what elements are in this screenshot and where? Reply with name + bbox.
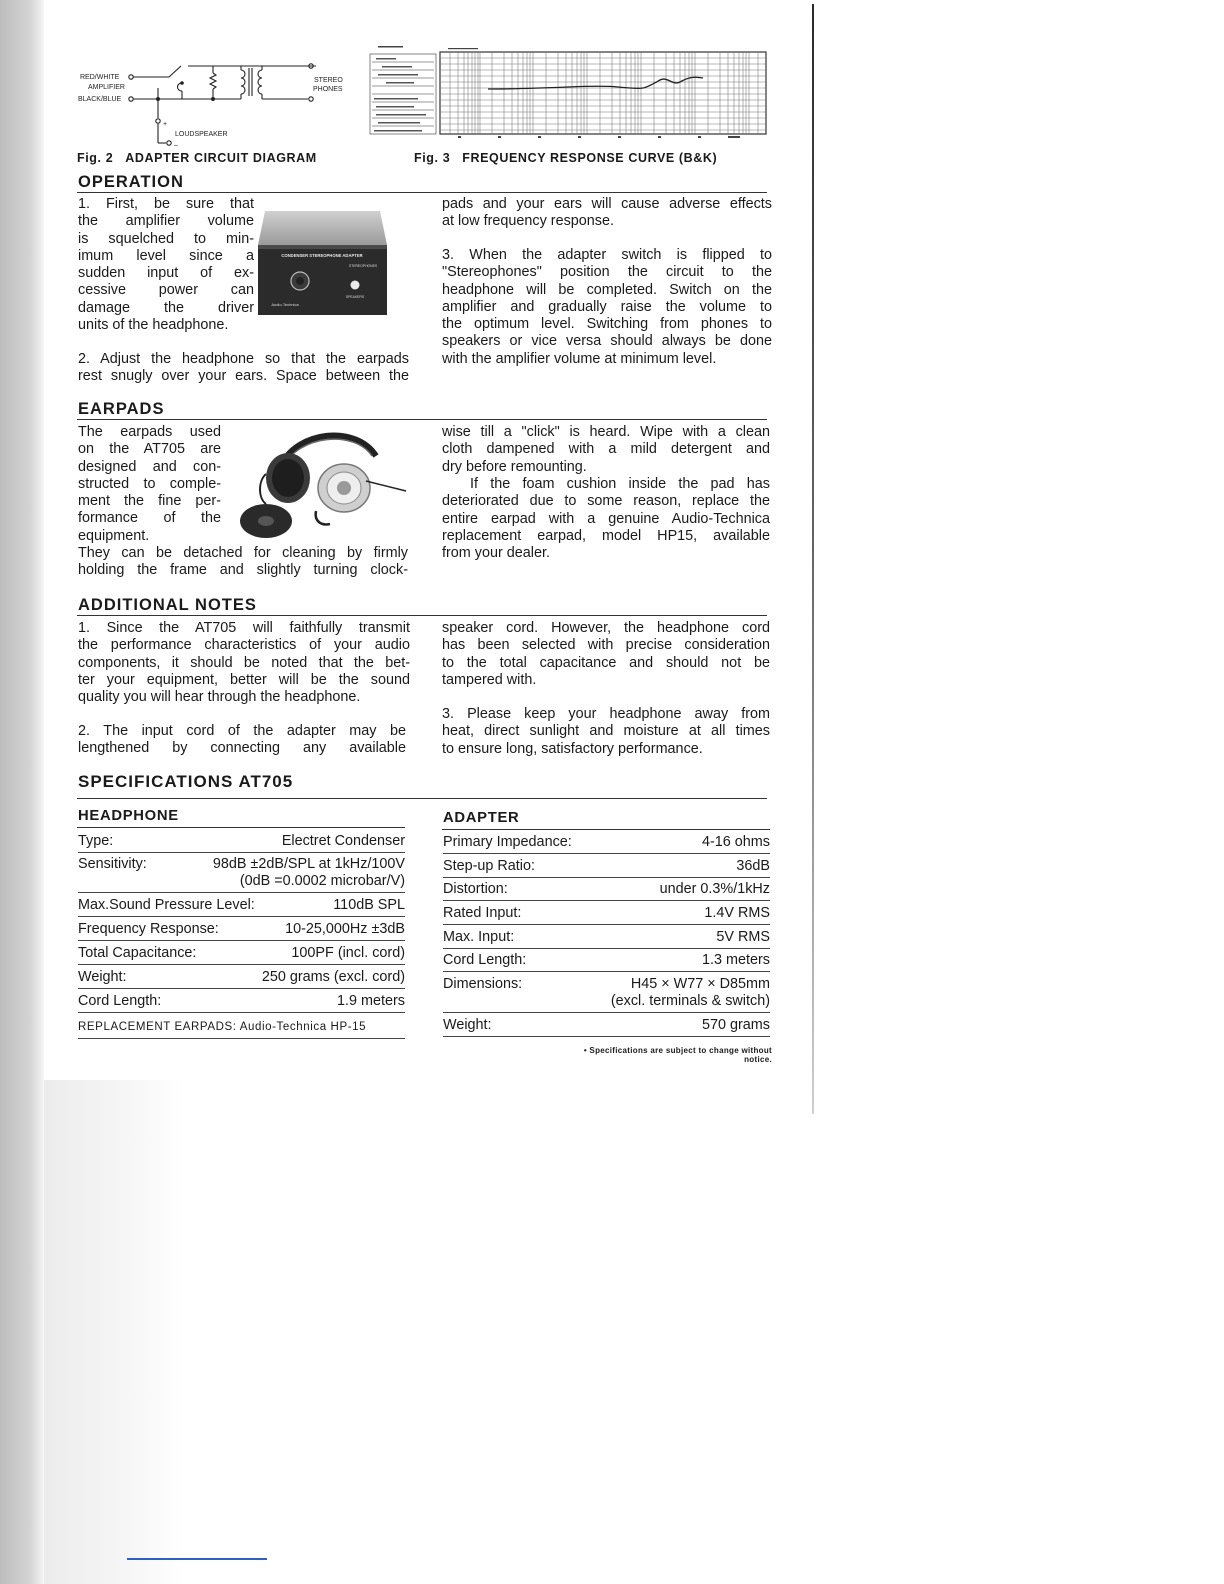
spec-value: under 0.3%/1kHz [659, 881, 770, 897]
spec-value: 100PF (incl. cord) [291, 945, 405, 961]
spec-label: Max.Sound Pressure Level: [78, 897, 255, 913]
spec-value-line: (0dB =0.0002 microbar/V) [239, 873, 405, 889]
text-line: has been selected with precise consideration [442, 637, 770, 654]
text-line: the performance characteristics of your audio [78, 637, 410, 654]
spec-label: REPLACEMENT EARPADS: Audio-Technica HP-15 [78, 1021, 367, 1033]
fig2-caption [77, 151, 317, 165]
text-line: is squelched to min- [78, 230, 254, 247]
text-line: to the total capacitance and should not be [442, 654, 770, 671]
spec-label: Weight: [78, 969, 127, 985]
fig3-caption [414, 151, 717, 165]
spec-row-step-up-ratio [443, 858, 770, 878]
label-phones: PHONES [313, 86, 343, 93]
scan-mark [127, 1558, 267, 1560]
spec-label: Rated Input: [443, 905, 522, 921]
spec-value: 1.4V RMS [704, 905, 770, 921]
operation-step-3 [442, 247, 772, 368]
text-line: replacement earpad, model HP15, available [442, 527, 770, 544]
scan-shadow [44, 1080, 184, 1584]
spec-label: Distortion: [443, 881, 508, 897]
additional-notes-rule [77, 615, 767, 616]
operation-heading: OPERATION [78, 173, 184, 191]
text-line: dry before remounting. [442, 458, 587, 475]
text-line: cloth dampened with a mild detergent and [442, 441, 770, 458]
spec-value: 5V RMS [716, 929, 770, 945]
earpads-paragraph-2 [442, 476, 770, 562]
spec-value: 570 grams [702, 1017, 770, 1033]
specifications-footnote: • Specifications are subject to change without notice. [583, 1046, 772, 1064]
spec-row-max-input [443, 929, 770, 949]
text-line: pads and your ears will cause adverse effects [442, 196, 772, 212]
additional-notes-item-2 [78, 723, 406, 758]
text-line: 3. Please keep your headphone away from [442, 706, 770, 722]
text-line: 2. Adjust the headphone so that the earpads [78, 351, 409, 367]
spec-label: Frequency Response: [78, 921, 219, 937]
spec-row-cord-length [78, 993, 405, 1013]
spec-value [611, 976, 770, 1010]
text-line: formance of the [78, 510, 221, 527]
spec-value [213, 856, 405, 890]
text-line: deteriorated due to some reason, replace the [442, 493, 770, 510]
spec-value: 250 grams (excl. cord) [261, 969, 405, 985]
text-line: 3. When the adapter switch is flipped to [442, 247, 772, 263]
spec-value-line: 98dB ±2dB/SPL at 1kHz/100V [212, 856, 405, 872]
text-line: structed to comple- [78, 475, 221, 492]
headphone-photo [236, 426, 408, 546]
text-line: cessive power can [78, 282, 254, 299]
text-line: wise till a "click" is heard. Wipe with a clean [442, 424, 770, 440]
spec-row-distortion [443, 881, 770, 901]
adapter-spec-title-rule [442, 829, 770, 830]
text-line: at low frequency response. [442, 213, 614, 230]
text-line: "Stereophones" position the circuit to the [442, 264, 772, 281]
spec-label: Dimensions: [443, 976, 523, 992]
spec-value: 1.3 meters [702, 952, 770, 968]
scan-edge-left [0, 0, 44, 1584]
specifications-rule [77, 798, 767, 799]
spec-row-dimensions [443, 976, 770, 1013]
label-minus: – [174, 142, 178, 148]
fig2-caption-number: Fig. 2 [77, 151, 114, 165]
adapter-spec-title: ADAPTER [443, 810, 520, 826]
text-line: lengthened by connecting any available [78, 740, 406, 757]
text-line: 1. Since the AT705 will faithfully transmit [78, 620, 410, 636]
text-line: amplifier and gradually raise the volume to [442, 298, 772, 315]
frequency-response-chart [368, 44, 768, 144]
specifications-heading: SPECIFICATIONS AT705 [78, 772, 294, 791]
additional-notes-item-1 [78, 620, 410, 706]
additional-notes-item-2-continued [442, 620, 770, 689]
operation-step-2-continued [442, 196, 772, 231]
headphone-spec-title-rule [77, 827, 405, 828]
spec-row-primary-impedance [443, 834, 770, 854]
earpads-heading: EARPADS [78, 400, 165, 418]
spec-value: 1.9 meters [337, 993, 405, 1009]
text-line: from your dealer. [442, 545, 550, 562]
spec-value: 4-16 ohms [702, 834, 770, 850]
fig3-caption-number: Fig. 3 [414, 151, 451, 165]
text-line: imum level since a [78, 247, 254, 264]
text-line: to ensure long, satisfactory performance. [442, 740, 703, 757]
adapter-brand: Audio-Technica [271, 302, 299, 307]
text-line: damage the driver [78, 299, 254, 316]
spec-row-replacement-earpads [78, 1019, 405, 1039]
label-loudspeaker: LOUDSPEAKER [175, 131, 228, 138]
spec-row-rated-input [443, 905, 770, 925]
text-line: 1. First, be sure that [78, 196, 254, 212]
text-line: components, it should be noted that the bet- [78, 654, 410, 671]
text-line: entire earpad with a genuine Audio-Technica [442, 510, 770, 527]
text-line: sudden input of ex- [78, 265, 254, 282]
label-plus: + [163, 121, 168, 128]
text-line: The earpads used [78, 424, 221, 440]
fig2-caption-text: ADAPTER CIRCUIT DIAGRAM [125, 151, 317, 165]
text-line: holding the frame and slightly turning clock- [78, 562, 408, 579]
text-line: quality you will hear through the headphone. [78, 689, 361, 706]
additional-notes-heading: ADDITIONAL NOTES [78, 596, 257, 614]
earpads-paragraph-1 [78, 424, 221, 545]
spec-value: 10-25,000Hz ±3dB [285, 921, 405, 937]
earpads-rule [77, 419, 767, 420]
spec-row-type [78, 833, 405, 853]
text-line: If the foam cushion inside the pad has [470, 476, 770, 492]
spec-label: Max. Input: [443, 929, 515, 945]
label-stereo: STEREO [314, 77, 343, 84]
text-line: the optimum level. Switching from phones to [442, 316, 772, 333]
text-line: tampered with. [442, 671, 537, 688]
spec-value-line: (excl. terminals & switch) [610, 993, 770, 1009]
spec-value-line: H45 × W77 × D85mm [630, 976, 770, 992]
spec-value: Electret Condenser [281, 833, 405, 849]
text-line: equipment. [78, 527, 150, 544]
adapter-circuit-diagram [76, 58, 366, 148]
spec-label: Sensitivity: [78, 856, 147, 872]
spec-row-capacitance [78, 945, 405, 965]
label-amplifier: AMPLIFIER [88, 84, 125, 91]
text-line: rest snugly over your ears. Space between the [78, 368, 409, 385]
fig3-caption-text: FREQUENCY RESPONSE CURVE (B&K) [462, 151, 718, 165]
text-line: ment the fine per- [78, 493, 221, 510]
adapter-left-label: STEREOPHONES [348, 264, 378, 268]
operation-rule [77, 192, 767, 193]
headphone-spec-title: HEADPHONE [78, 808, 179, 824]
text-line: speakers or vice versa should always be done [442, 333, 772, 350]
adapter-panel-label: CONDENSER STEREOPHONE ADAPTER [281, 253, 363, 258]
spec-label: Total Capacitance: [78, 945, 197, 961]
text-line: designed and con- [78, 458, 221, 475]
spec-value: 110dB SPL [333, 897, 405, 913]
spec-label: Primary Impedance: [443, 834, 572, 850]
spec-row-max-spl [78, 897, 405, 917]
spec-row-adapter-cord-length [443, 952, 770, 972]
spec-row-frequency-response [78, 921, 405, 941]
adapter-photo [255, 205, 390, 317]
spec-label: Weight: [443, 1017, 492, 1033]
operation-step-1 [78, 196, 254, 334]
spec-row-adapter-weight [443, 1017, 770, 1037]
text-line: ter your equipment, better will be the sound [78, 671, 410, 688]
operation-step-2 [78, 351, 409, 386]
text-line: They can be detached for cleaning by firmly [78, 545, 408, 561]
earpads-paragraph-1-continued [442, 424, 770, 476]
spec-label: Step-up Ratio: [443, 858, 535, 874]
spec-value: 36dB [736, 858, 770, 874]
text-line: units of the headphone. [78, 317, 229, 334]
text-line: headphone will be completed. Switch on the [442, 281, 772, 298]
text-line: on the AT705 are [78, 441, 221, 458]
spec-label: Cord Length: [78, 993, 162, 1009]
text-line: 2. The input cord of the adapter may be [78, 723, 406, 739]
earpads-paragraph-1-tail [78, 545, 408, 580]
scan-edge-right [812, 4, 814, 1114]
label-black-blue: BLACK/BLUE [78, 96, 122, 103]
adapter-right-label: SPEAKERS [345, 295, 365, 299]
spec-row-sensitivity [78, 856, 405, 893]
text-line: the amplifier volume [78, 213, 254, 230]
spec-label: Type: [78, 833, 114, 849]
text-line: speaker cord. However, the headphone cord [442, 620, 770, 636]
additional-notes-item-3 [442, 706, 770, 758]
spec-label: Cord Length: [443, 952, 527, 968]
spec-row-weight [78, 969, 405, 989]
label-red-white: RED/WHITE [80, 74, 120, 81]
text-line: with the amplifier volume at minimum level. [442, 350, 717, 367]
text-line: heat, direct sunlight and moisture at all times [442, 723, 770, 740]
